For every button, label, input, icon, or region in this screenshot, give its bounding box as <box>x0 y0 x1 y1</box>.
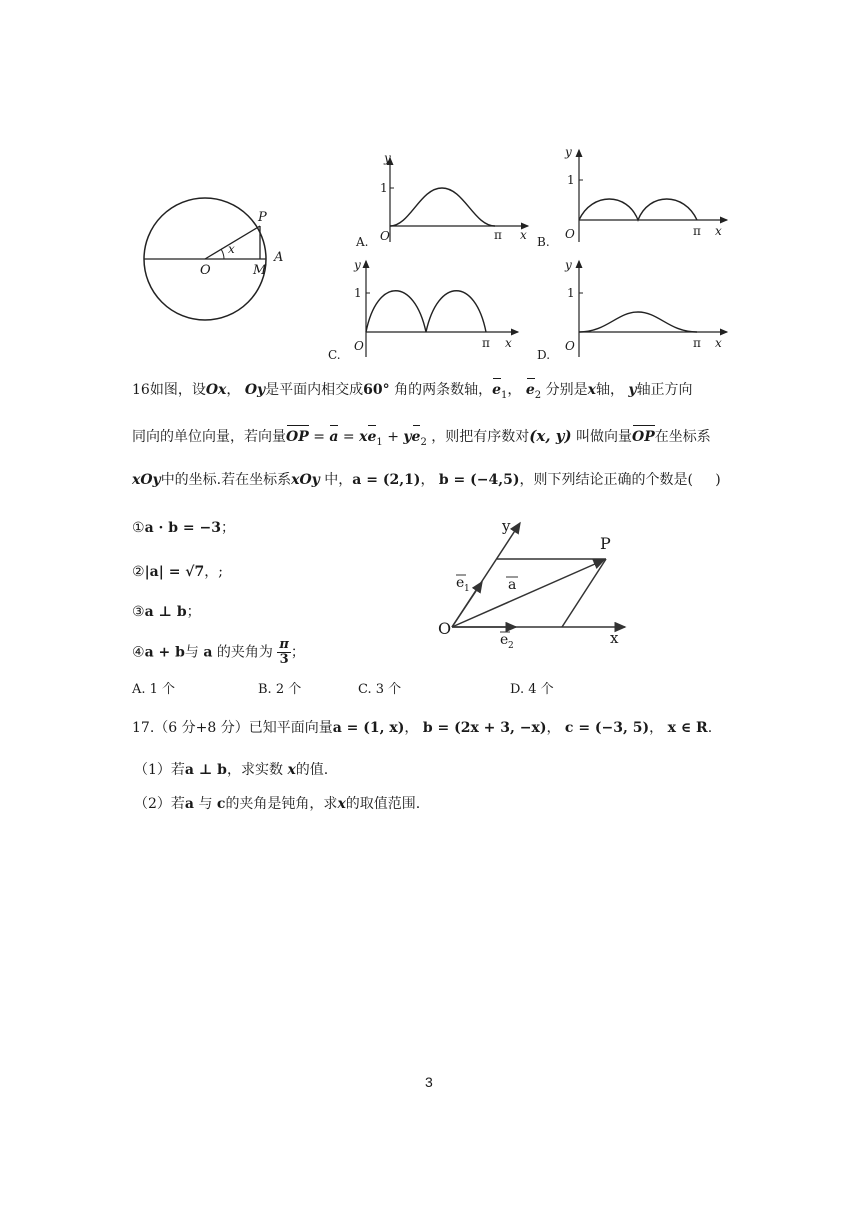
graph-option-d <box>537 255 737 365</box>
svg-text:y: y <box>354 258 361 272</box>
svg-text:y: y <box>502 517 511 535</box>
svg-text:O: O <box>565 339 575 353</box>
label-x: x <box>228 242 235 256</box>
svg-text:x: x <box>715 224 722 238</box>
page-number: 3 <box>425 1074 433 1090</box>
q17-part-2: （2）若a 与 c的夹角是钝角，求x的取值范围. <box>134 796 421 812</box>
svg-text:O: O <box>354 339 364 353</box>
svg-text:y: y <box>565 145 572 159</box>
pi-over-3-fraction: $\frac{\pi}{3}$ <box>279 637 289 667</box>
svg-text:π: π <box>693 336 701 350</box>
q16-line1: 16如图，设Ox， Oy是平面内相交成60° 角的两条数轴，$e_1$， $e_2$ 分别是x轴， y轴正方向 <box>132 382 693 401</box>
svg-text:π: π <box>494 228 502 242</box>
svg-text:O: O <box>380 229 390 243</box>
option-c-label: C. <box>328 348 341 362</box>
option-a-label: A. <box>356 235 369 249</box>
unit-circle-figure <box>140 195 290 330</box>
svg-text:x: x <box>505 336 512 350</box>
choice-a: A. 1 个 <box>132 682 176 697</box>
svg-text:1: 1 <box>354 286 362 300</box>
svg-text:a: a <box>508 577 517 593</box>
svg-text:1: 1 <box>567 173 575 187</box>
svg-text:x: x <box>610 629 619 647</box>
svg-text:2: 2 <box>508 641 514 650</box>
svg-text:O: O <box>438 619 452 638</box>
svg-text:1: 1 <box>567 286 575 300</box>
q17-part-1: （1）若a ⊥ b，求实数 x的值. <box>134 762 329 778</box>
q16-statement-2: ②|a| = √7，; <box>132 564 223 580</box>
option-b-label: B. <box>537 235 550 249</box>
q16-line3: xOy中的坐标.若在坐标系xOy 中，a = (2,1)， b = (−4,5)，则下列结论正确的个数是( ) <box>132 472 721 488</box>
option-d-label: D. <box>537 348 551 362</box>
svg-text:O: O <box>565 227 575 241</box>
svg-text:y: y <box>384 151 391 165</box>
svg-text:π: π <box>482 336 490 350</box>
svg-text:y: y <box>565 258 572 272</box>
q17-stem: 17.（6 分+8 分）已知平面向量a = (1, x)， b = (2x + 3, −x)， c = (−3, 5)， x ∈ R. <box>132 720 713 736</box>
svg-text:e: e <box>500 632 509 648</box>
q16-statement-3: ③a ⊥ b； <box>132 604 201 620</box>
svg-text:π: π <box>693 224 701 238</box>
graph-option-b <box>537 142 737 250</box>
choice-d: D. 4 个 <box>510 682 554 697</box>
svg-text:1: 1 <box>464 584 470 594</box>
svg-text:1: 1 <box>380 181 388 195</box>
choice-b: B. 2 个 <box>258 682 302 697</box>
svg-text:x: x <box>715 336 722 350</box>
label-A: A <box>274 250 284 265</box>
choice-c: C. 3 个 <box>358 682 402 697</box>
svg-text:e: e <box>456 575 465 591</box>
svg-text:P: P <box>600 534 611 553</box>
q16-statement-4: ④a + b与 a 的夹角为 $\frac{\pi}{3}$ ； <box>132 637 305 667</box>
svg-text:x: x <box>520 228 527 242</box>
graph-option-a <box>350 150 535 250</box>
label-P: P <box>258 210 267 225</box>
graph-option-c <box>322 255 527 365</box>
label-M: M <box>253 263 267 278</box>
q16-statement-1: ①a · b = −3； <box>132 520 235 536</box>
q16-line2: 同向的单位向量，若向量OP = $a = xe_1 + ye_2$ ，则把有序数对(x, y) 叫做向量OP在坐标系 <box>132 427 711 448</box>
label-O: O <box>200 263 211 278</box>
oblique-coordinate-figure <box>430 515 645 650</box>
